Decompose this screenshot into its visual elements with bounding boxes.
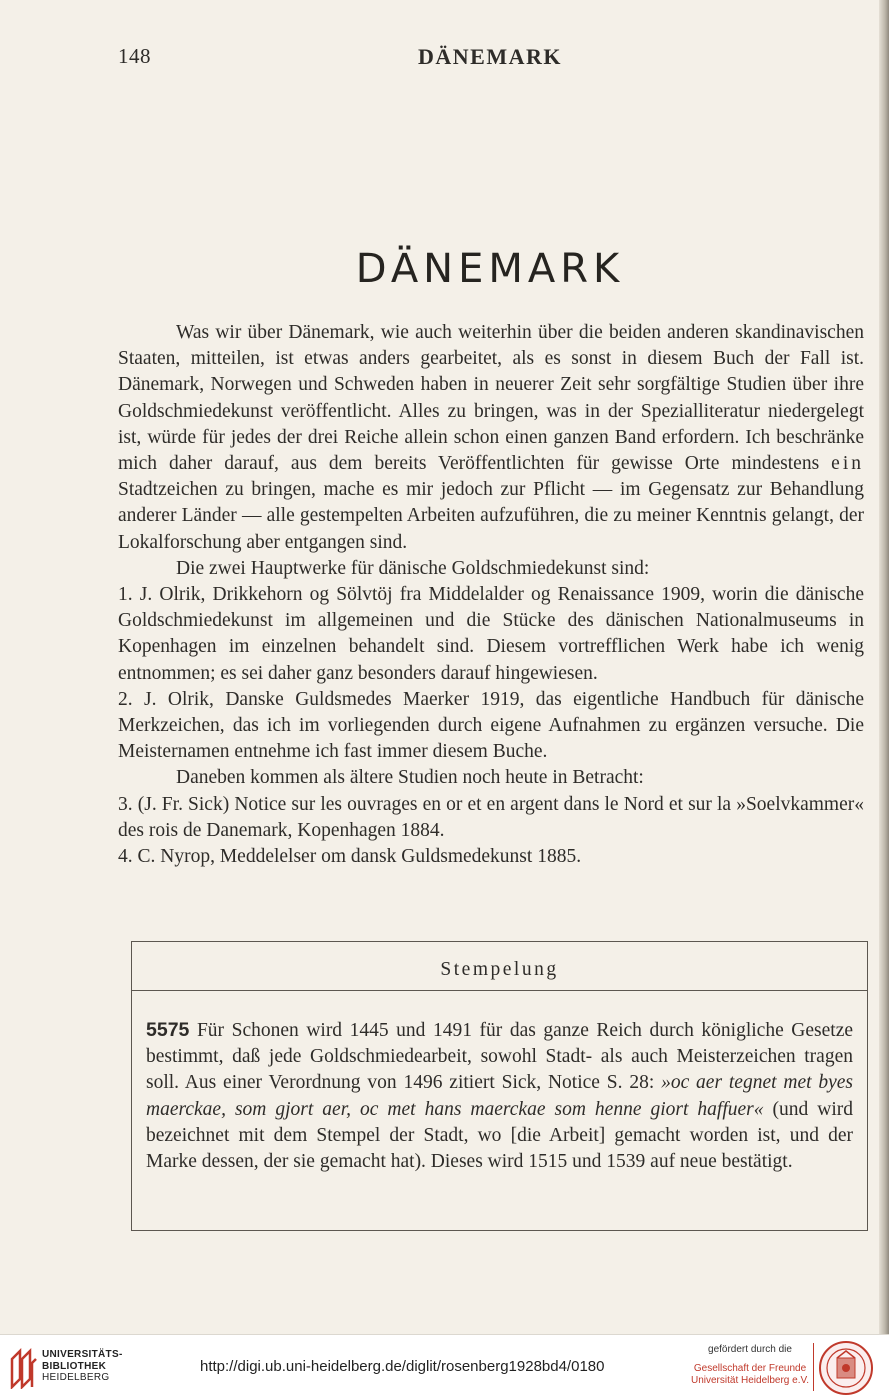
reference-2: 2. J. Olrik, Danske Guldsmedes Maerker 1919, das eigentliche Handbuch für dänische Merkzeichen, das ich im vorliegenden durch eigene Aufnahmen zu ergänzen versuche. Die Meisternamen entnehme ich fast immer diesem Buche.	[118, 688, 864, 763]
digital-copy-link[interactable]: http://digi.ub.uni-heidelberg.de/diglit/rosenberg1928bd4/0180	[200, 1358, 605, 1375]
library-name: UNIVERSITÄTS- BIBLIOTHEK HEIDELBERG	[42, 1349, 123, 1383]
sponsor-note: gefördert durch die Gesellschaft der Freunde Universität Heidelberg e.V.	[690, 1344, 810, 1386]
stempelung-box	[131, 941, 868, 1231]
body-text	[118, 320, 864, 870]
running-head	[0, 44, 889, 74]
paragraph-older-studies: Daneben kommen als ältere Studien noch heute in Betracht:	[176, 767, 644, 789]
paragraph-intro: Was wir über Dänemark, wie auch weiterhin über die beiden anderen skandinavischen Staaten, mitteilen, ist etwas anders gearbeitet, als es sonst in diesem Buch der Fall ist. Dänemark, Norwegen und Schweden haben in neuerer Zeit sehr sorgfältige Studien über ihre Goldschmiedekunst veröffentlicht. Alles zu bringen, was in der Spezialliteratur niedergelegt ist, würde für jedes der drei Reiche allein schon einen ganzen Band erfordern. Ich beschränke mich daher darauf, aus dem bereits Veröffentlichten für gewisse Orte mindestens ein Stadtzeichen zu bringen, mache es mir jedoch zur Pflicht — im Gegensatz zur Behandlung anderer Länder — alle gestempelten Arbeiten aufzuführen, die zu meiner Kenntnis gelangt, der Lokalforschung aber entgangen sind.	[118, 322, 864, 553]
page-number: 148	[118, 44, 151, 68]
quoted-ordinance: »oc aer tegnet met byes maerckae, som gjort aer, oc met hans maerckae som henne giort haffuer«	[146, 1072, 853, 1120]
stempelung-heading: Stempelung	[132, 942, 867, 991]
reference-1: 1. J. Olrik, Drikkehorn og Sölvtöj fra Middelalder og Renaissance 1909, worin die dänische Goldschmiedekunst im allgemeinen und die Stücke des dänischen Nationalmuseums in Kopenhagen im einzelnen behandelt sind. Diesem vortrefflichen Werk habe ich wenig entnommen; es sei daher ganz besonders darauf hingewiesen.	[118, 584, 864, 684]
running-title: DÄNEMARK	[418, 44, 562, 69]
sponsor-divider	[813, 1343, 814, 1391]
reference-4: 4. C. Nyrop, Meddelelser om dansk Guldsmedekunst 1885.	[118, 846, 582, 868]
paragraph-main-works: Die zwei Hauptwerke für dänische Goldschmiedekunst sind:	[176, 557, 650, 579]
reference-3: 3. (J. Fr. Sick) Notice sur les ouvrages en or et en argent dans le Nord et sur la »Soelvkammer« des rois de Danemark, Kopenhagen 1884.	[118, 793, 864, 841]
stempelung-entry: 5575 Für Schonen wird 1445 und 1491 für das ganze Reich durch königliche Gesetze bestimmt, daß jede Goldschmiedearbeit, sowohl Stadt- als auch Meisterzeichen tragen soll. Aus einer Verordnung von 1496 zitiert Sick, Notice S. 28: »oc aer tegnet met byes maerckae, som gjort aer, oc met hans maerckae som henne giort haffuer« (und wird bezeichnet mit dem Stempel der Stadt, wo [die Arbeit] gemacht worden ist, und der Marke dessen, der sie gemacht hat). Dieses wird 1515 und 1539 auf neue bestätigt.	[146, 1019, 854, 1173]
chapter-title: DÄNEMARK	[355, 246, 625, 292]
university-seal-icon	[818, 1340, 874, 1396]
entry-number: 5575	[146, 1019, 190, 1041]
page-edge	[879, 0, 889, 1334]
emphasis-ein: ein	[831, 453, 864, 475]
footer-bar	[0, 1334, 889, 1399]
library-logo-icon	[8, 1347, 38, 1389]
